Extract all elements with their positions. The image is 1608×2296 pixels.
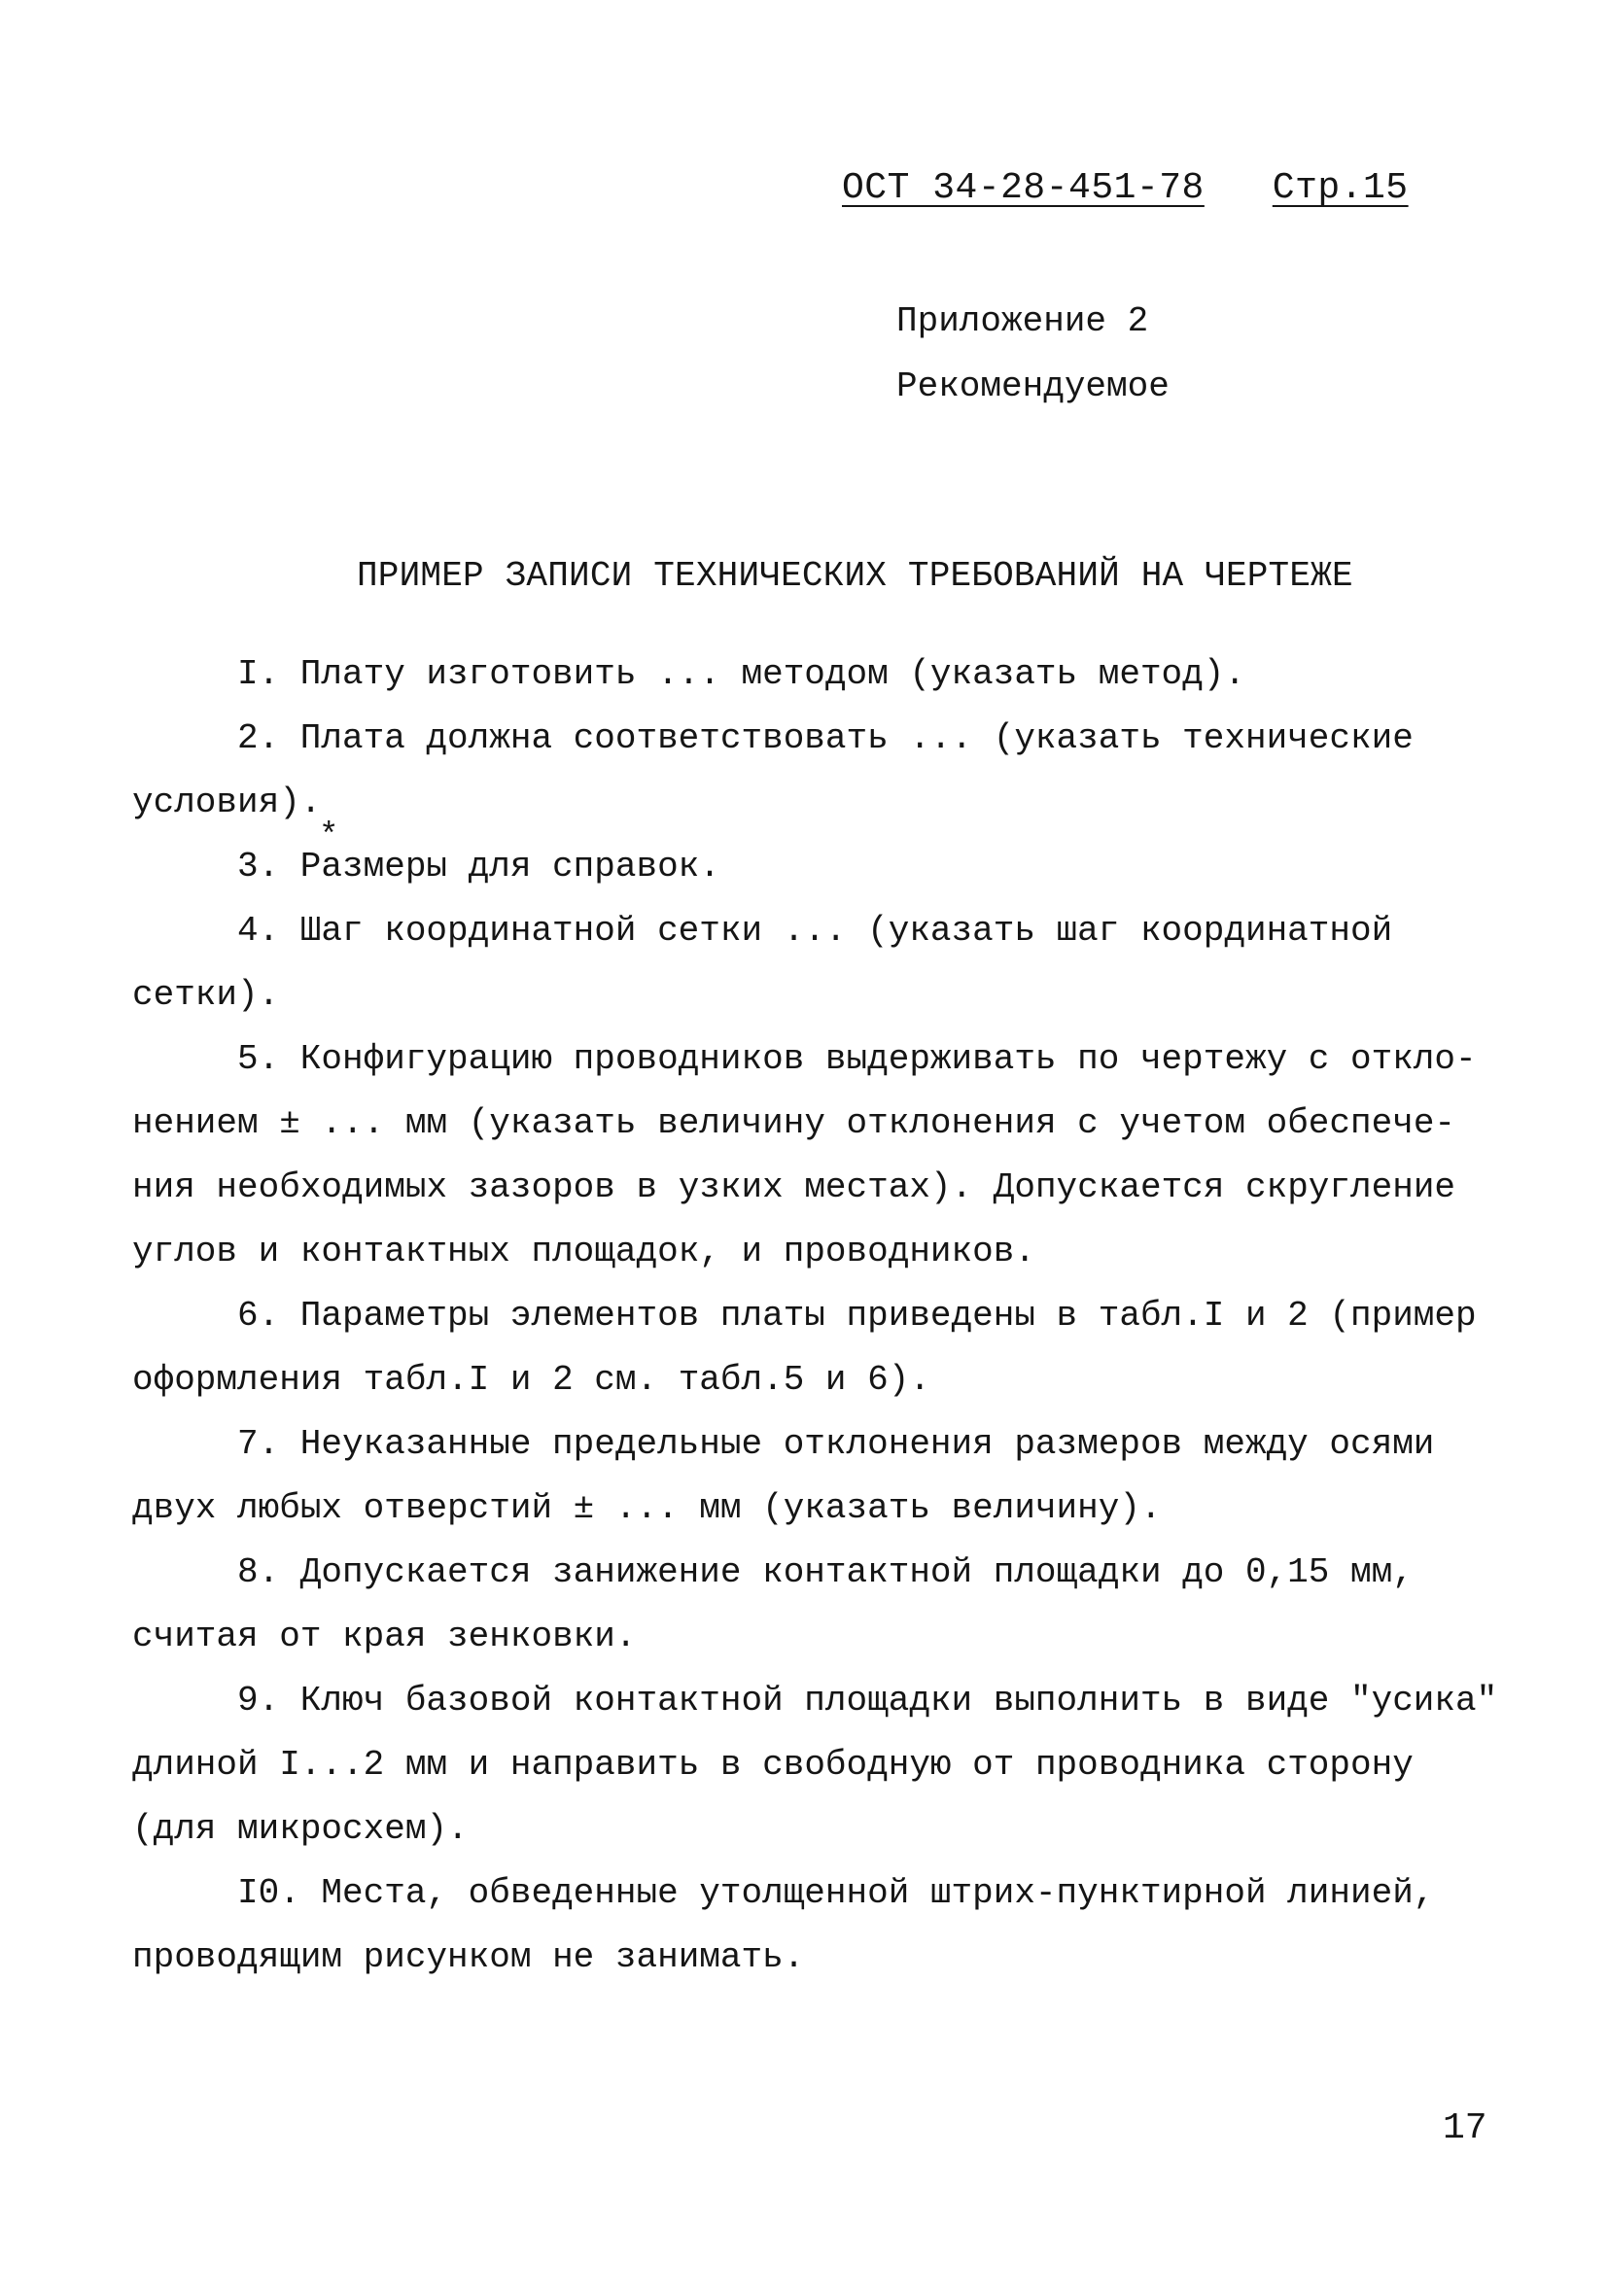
document-title: ПРИМЕР ЗАПИСИ ТЕХНИЧЕСКИХ ТРЕБОВАНИЙ НА ЧЕРТЕЖЕ — [357, 556, 1353, 596]
document-header — [842, 167, 1409, 209]
item-7-line-1: 7. Неуказанные предельные отклонения размеров между осями — [237, 1424, 1435, 1464]
item-9-line-2: длиной I...2 мм и направить в свободную от проводника сторону — [132, 1745, 1414, 1785]
item-5-line-1: 5. Конфигурацию проводников выдерживать по чертежу с откло- — [237, 1039, 1477, 1079]
item-8-line-1: 8. Допускается занижение контактной площадки до 0,15 мм, — [237, 1552, 1414, 1592]
item-4-line-1: 4. Шаг координатной сетки ... (указать шаг координатной — [237, 911, 1393, 951]
page-label: Стр.15 — [1272, 167, 1409, 209]
item-2-line-2: условия). — [132, 783, 322, 822]
page-number: 17 — [1443, 2107, 1487, 2149]
item-7-line-2: двух любых отверстий ± ... мм (указать величину). — [132, 1488, 1162, 1528]
item-6-line-2: оформления табл.I и 2 см. табл.5 и 6). — [132, 1360, 930, 1400]
reference-asterisk: * — [319, 818, 339, 855]
appendix-status: Рекомендуемое — [896, 366, 1170, 406]
item-4-line-2: сетки). — [132, 975, 280, 1015]
item-5-line-3: ния необходимых зазоров в узких местах). Допускается скругление — [132, 1167, 1456, 1207]
standard-code: ОСТ 34-28-451-78 — [842, 167, 1205, 209]
item-3-line-1: 3. Размеры для справок. — [237, 847, 720, 887]
item-10-line-2: проводящим рисунком не занимать. — [132, 1937, 805, 1977]
item-8-line-2: считая от края зенковки. — [132, 1617, 637, 1656]
item-5-line-2: нением ± ... мм (указать величину отклонения с учетом обеспече- — [132, 1103, 1456, 1143]
item-9-line-3: (для микросхем). — [132, 1809, 469, 1849]
item-5-line-4: углов и контактных площадок, и проводников. — [132, 1232, 1035, 1271]
item-6-line-1: 6. Параметры элементов платы приведены в табл.I и 2 (пример — [237, 1296, 1477, 1336]
item-1-line-1: I. Плату изготовить ... методом (указать метод). — [237, 654, 1245, 694]
item-10-line-1: I0. Места, обведенные утолщенной штрих-пунктирной линией, — [237, 1873, 1435, 1913]
item-9-line-1: 9. Ключ базовой контактной площадки выполнить в виде "усика" — [237, 1681, 1498, 1721]
appendix-label: Приложение 2 — [896, 301, 1149, 341]
item-2-line-1: 2. Плата должна соответствовать ... (указать технические — [237, 718, 1414, 758]
